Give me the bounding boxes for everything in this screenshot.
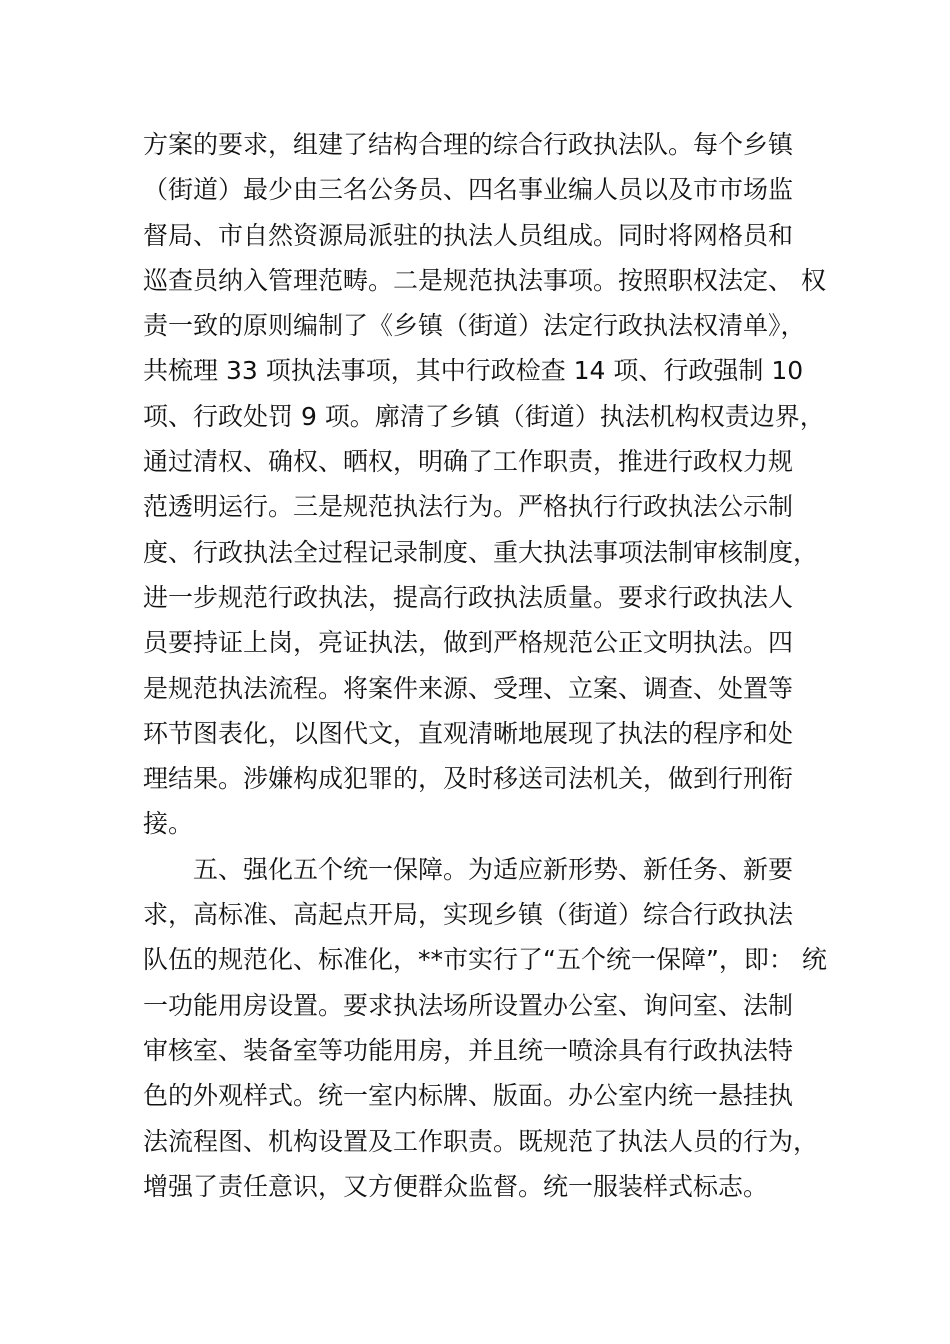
text-line: 求，高标准、高起点开局，实现乡镇（街道）综合行政执法 xyxy=(143,900,794,930)
body-text xyxy=(143,122,833,1209)
text-line: 审核室、装备室等功能用房，并且统一喷涂具有行政执法特 xyxy=(143,1035,794,1065)
text-line: 接。 xyxy=(143,809,194,839)
text-line: 是规范执法流程。将案件来源、受理、立案、调查、处置等 xyxy=(143,673,794,703)
text-line: 进一步规范行政执法，提高行政执法质量。要求行政执法人 xyxy=(143,582,794,612)
text-line: 环节图表化，以图代文，直观清晰地展现了执法的程序和处 xyxy=(143,718,794,748)
text-line: 巡查员纳入管理范畴。二是规范执法事项。按照职权法定、 权 xyxy=(143,265,826,295)
text-line: 范透明运行。三是规范执法行为。严格执行行政执法公示制 xyxy=(143,492,794,522)
text-line: 队伍的规范化、标准化，**市实行了“五个统一保障”，即： 统 xyxy=(143,945,827,975)
text-line: 员要持证上岗，亮证执法，做到严格规范公正文明执法。四 xyxy=(143,628,794,658)
text-line: 方案的要求，组建了结构合理的综合行政执法队。每个乡镇 xyxy=(143,130,794,159)
text-line: （街道）最少由三名公务员、四名事业编人员以及市市场监 xyxy=(143,175,794,205)
text-line: 色的外观样式。统一室内标牌、版面。办公室内统一悬挂执 xyxy=(143,1081,794,1111)
text-line: 通过清权、确权、晒权，明确了工作职责，推进行政权力规 xyxy=(143,447,794,477)
text-line: 责一致的原则编制了《乡镇（街道）法定行政执法权清单》， xyxy=(143,311,806,341)
text-line: 增强了责任意识，又方便群众监督。统一服装样式标志。 xyxy=(143,1171,769,1201)
text-line: 一功能用房设置。要求执法场所设置办公室、询问室、法制 xyxy=(143,990,794,1020)
text-line: 理结果。涉嫌构成犯罪的，及时移送司法机关，做到行刑衔 xyxy=(143,764,794,794)
text-line: 项、行政处罚 9 项。廓清了乡镇（街道）执法机构权责边界， xyxy=(143,401,825,431)
section-heading-line: 五、强化五个统一保障。为适应新形势、新任务、新要 xyxy=(193,854,794,884)
text-line: 度、行政执法全过程记录制度、重大执法事项法制审核制度， xyxy=(143,537,819,567)
text-line: 共梳理 33 项执法事项，其中行政检查 14 项、行政强制 10 xyxy=(143,356,804,386)
text-line: 法流程图、机构设置及工作职责。既规范了执法人员的行为， xyxy=(143,1126,819,1156)
text-line: 督局、市自然资源局派驻的执法人员组成。同时将网格员和 xyxy=(143,220,794,250)
